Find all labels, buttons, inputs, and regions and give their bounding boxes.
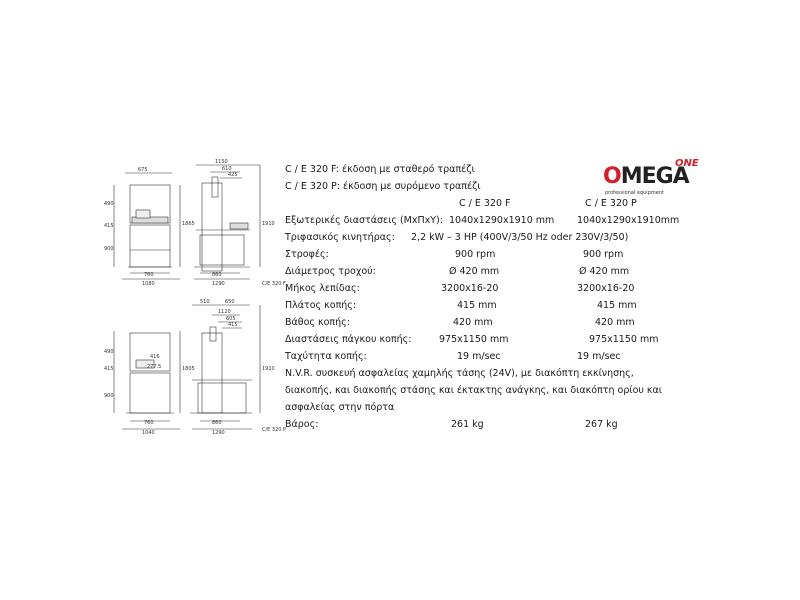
row-cut-width-label: Πλάτος κοπής:	[285, 300, 357, 311]
dim-760: 760	[144, 272, 154, 278]
row-speed-f: 19 m/sec	[457, 351, 501, 362]
row-rpm-p: 900 rpm	[583, 249, 624, 260]
row-wheel-label: Διάμετρος τροχού:	[285, 266, 376, 277]
row-dimensions-f: 1040x1290x1910 mm	[449, 215, 555, 226]
logo-mega: MEGA	[620, 164, 689, 189]
row-dimensions-label: Εξωτερικές διαστάσεις (ΜxΠxΥ):	[285, 215, 443, 226]
nvr-line-1: N.V.R. συσκευή ασφαλείας χαμηλής τάσης (24V), με διακόπτη εκκίνησης,	[285, 368, 634, 379]
dim-415c: 415	[104, 366, 114, 372]
dim-415: 415	[104, 223, 114, 229]
row-cut-width-p: 415 mm	[597, 300, 637, 311]
dim-860: 860	[212, 272, 222, 278]
dim-1080: 1080	[142, 281, 155, 287]
row-wheel-f: Ø 420 mm	[449, 266, 500, 277]
dim-610: 610	[222, 166, 232, 172]
dim-490b: 490	[104, 349, 114, 355]
dim-425: 425	[228, 172, 238, 178]
row-cut-depth-label: Βάθος κοπής:	[285, 317, 350, 328]
row-blade-f: 3200x16-20	[441, 283, 499, 294]
dim-675: 675	[138, 167, 148, 173]
dim-1290: 1290	[212, 281, 225, 287]
nvr-line-3: ασφαλείας στην πόρτα	[285, 402, 395, 413]
weight-p: 267 kg	[585, 419, 618, 430]
dim-415b: 415	[228, 322, 238, 328]
version-f-text: C / E 320 F: έκδοση με σταθερό τραπέζι	[285, 164, 475, 175]
logo-one-text: ONE	[675, 158, 699, 169]
row-wheel-p: Ø 420 mm	[579, 266, 630, 277]
dim-860b: 860	[212, 420, 222, 426]
dim-900: 900	[104, 246, 114, 252]
row-speed-label: Ταχύτητα κοπής:	[285, 351, 367, 362]
row-cut-width-f: 415 mm	[457, 300, 497, 311]
weight-f: 261 kg	[451, 419, 484, 430]
logo-subtitle: professional equipment	[605, 190, 664, 196]
row-table-label: Διαστάσεις πάγκου κοπής:	[285, 334, 412, 345]
header-ce-320-f: C / E 320 F	[459, 198, 511, 209]
dim-1040: 1040	[142, 430, 155, 436]
dim-1120: 1120	[218, 309, 231, 315]
dim-416: 416	[150, 354, 160, 360]
logo-omega-text	[603, 164, 689, 189]
row-table-p: 975x1150 mm	[589, 334, 659, 345]
dim-760b: 760	[144, 420, 154, 426]
row-dimensions-p: 1040x1290x1910mm	[577, 215, 680, 226]
dim-650: 650	[225, 299, 235, 305]
dim-1910b: 1910	[262, 366, 275, 372]
dim-510: 510	[200, 299, 210, 305]
row-blade-label: Μήκος λεπίδας:	[285, 283, 360, 294]
row-cut-depth-p: 420 mm	[595, 317, 635, 328]
dim-1865: 1865	[182, 221, 195, 227]
row-cut-depth-f: 420 mm	[453, 317, 493, 328]
dim-605: 605	[226, 316, 236, 322]
row-rpm-f: 900 rpm	[455, 249, 496, 260]
row-rpm-label: Στροφές:	[285, 249, 329, 260]
omega-one-logo	[603, 158, 703, 198]
weight-label: Βάρος:	[285, 419, 319, 430]
logo-o: O	[603, 164, 621, 189]
caption-ce-320-f: C/E 320 F	[262, 281, 286, 287]
row-motor-value: 2,2 kW – 3 HP (400V/3/50 Hz oder 230V/3/50)	[411, 232, 629, 243]
dim-1910: 1910	[262, 221, 275, 227]
row-speed-p: 19 m/sec	[577, 351, 621, 362]
row-table-f: 975x1150 mm	[439, 334, 509, 345]
dim-1290b: 1290	[212, 430, 225, 436]
dim-490: 490	[104, 201, 114, 207]
version-p-text: C / E 320 P: έκδοση με συρόμενο τραπέζι	[285, 181, 481, 192]
drawings-svg	[100, 155, 280, 455]
nvr-line-2: διακοπής, και διακοπής στάσης και έκτακτης ανάγκης, και διακόπτη ορίου και	[285, 385, 662, 396]
dim-900b: 900	[104, 393, 114, 399]
dim-1150: 1150	[215, 159, 228, 165]
technical-drawings	[100, 155, 280, 455]
dim-1805: 1805	[182, 366, 195, 372]
caption-ce-320-p: C/E 320 P	[262, 427, 287, 433]
row-blade-p: 3200x16-20	[577, 283, 635, 294]
header-ce-320-p: C / E 320 P	[585, 198, 637, 209]
dim-277: 277,5	[147, 364, 162, 370]
row-motor-label: Τριφασικός κινητήρας:	[285, 232, 395, 243]
